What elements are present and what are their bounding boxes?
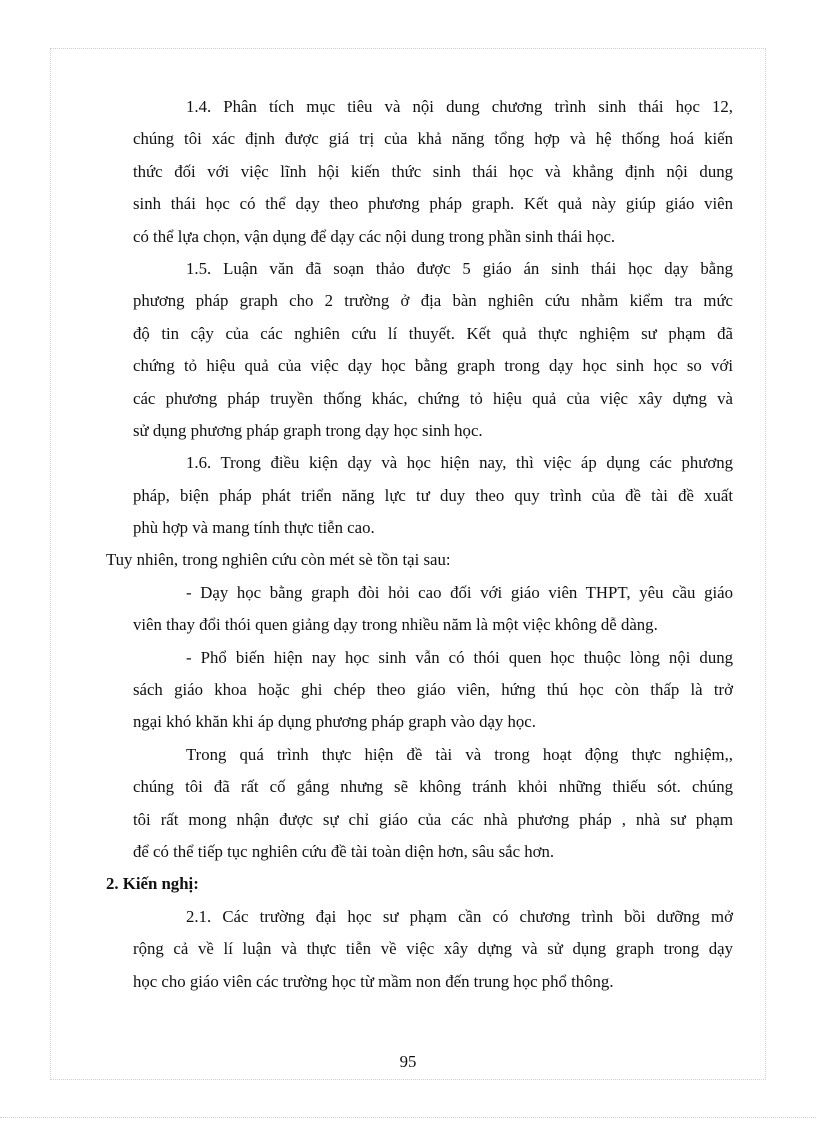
page-number: 95 [399,1052,417,1071]
section-heading-recommendations: 2. Kiến nghị: [106,874,199,894]
recommendation-2-1-line-2: rộng cả về lí luận và thực tiễn về việc xây dựng và sử dụng graph trong dạy [133,939,733,959]
paragraph-1-4-line-5: có thể lựa chọn, vận dụng để dạy các nội dung trong phần sinh thái học. [133,226,616,246]
paragraph-1-4-line-3: thức đối với việc lĩnh hội kiến thức sinh thái học và khẳng định nội dung [133,161,733,181]
page-bottom-rule [0,1117,816,1118]
recommendation-2-1-line-1: 2.1. Các trường đại học sư phạm cần có chương trình bồi dưỡng mở [186,906,733,926]
paragraph-1-4-line-1: 1.4. Phân tích mục tiêu và nội dung chương trình sinh thái học 12, [186,97,733,116]
closing-paragraph-line-2: chúng tôi đã rất cố gắng nhưng sẽ không tránh khỏi những thiếu sót. chúng [133,777,733,797]
paragraph-1-6-line-1: 1.6. Trong điều kiện dạy và học hiện nay, thì việc áp dụng các phương [186,453,733,473]
paragraph-1-4-line-4: sinh thái học có thể dạy theo phương pháp graph. Kết quả này giúp giáo viên [133,194,733,214]
limitation-2-line-3: ngại khó khăn khi áp dụng phương pháp graph vào dạy học. [133,712,536,732]
limitation-2-line-1: - Phổ biến hiện nay học sinh vẫn có thói quen học thuộc lòng nội dung [186,647,733,667]
paragraph-1-5-line-3: độ tin cậy của các nghiên cứu lí thuyết. Kết quả thực nghiệm sư phạm đã [133,323,733,343]
recommendation-2-1-line-3: học cho giáo viên các trường học từ mầm non đến trung học phổ thông. [133,971,614,991]
closing-paragraph-line-4: để có thể tiếp tục nghiên cứu đề tài toàn diện hơn, sâu sắc hơn. [133,841,555,861]
closing-paragraph-line-3: tôi rất mong nhận được sự chỉ giáo của các nhà phương pháp , nhà sư phạm [133,809,733,829]
limitations-intro: Tuy nhiên, trong nghiên cứu còn mét sè tồn tại sau: [106,550,451,570]
limitation-2-line-2: sách giáo khoa hoặc ghi chép theo giáo viên, hứng thú học còn thấp là trở [133,680,733,700]
paragraph-1-5-line-5: các phương pháp truyền thống khác, chứng tỏ hiệu quả của việc xây dựng và [133,388,733,408]
paragraph-1-6-line-3: phù hợp và mang tính thực tiễn cao. [133,518,375,538]
limitation-1-line-1: - Dạy học bằng graph đòi hỏi cao đối với giáo viên THPT, yêu cầu giáo [186,582,733,602]
paragraph-1-5-line-2: phương pháp graph cho 2 trường ở địa bàn nghiên cứu nhằm kiểm tra mức [133,291,733,311]
paragraph-1-6-line-2: pháp, biện pháp phát triển năng lực tư duy theo quy trình của đề tài đề xuất [133,485,733,505]
paragraph-1-5-line-6: sử dụng phương pháp graph trong dạy học sinh học. [133,420,483,440]
document-body [106,91,733,998]
paragraph-1-5-line-4: chứng tỏ hiệu quả của việc dạy học bằng graph trong dạy học sinh học so với [133,356,733,376]
paragraph-1-5-line-1: 1.5. Luận văn đã soạn thảo được 5 giáo án sinh thái học dạy bằng [186,258,733,278]
paragraph-1-4-line-2: chúng tôi xác định được giá trị của khả năng tổng hợp và hệ thống hoá kiến [133,129,733,149]
closing-paragraph-line-1: Trong quá trình thực hiện đề tài và trong hoạt động thực nghiệm,, [186,744,733,764]
limitation-1-line-2: viên thay đổi thói quen giảng dạy trong nhiều năm là một việc không dễ dàng. [133,615,658,635]
